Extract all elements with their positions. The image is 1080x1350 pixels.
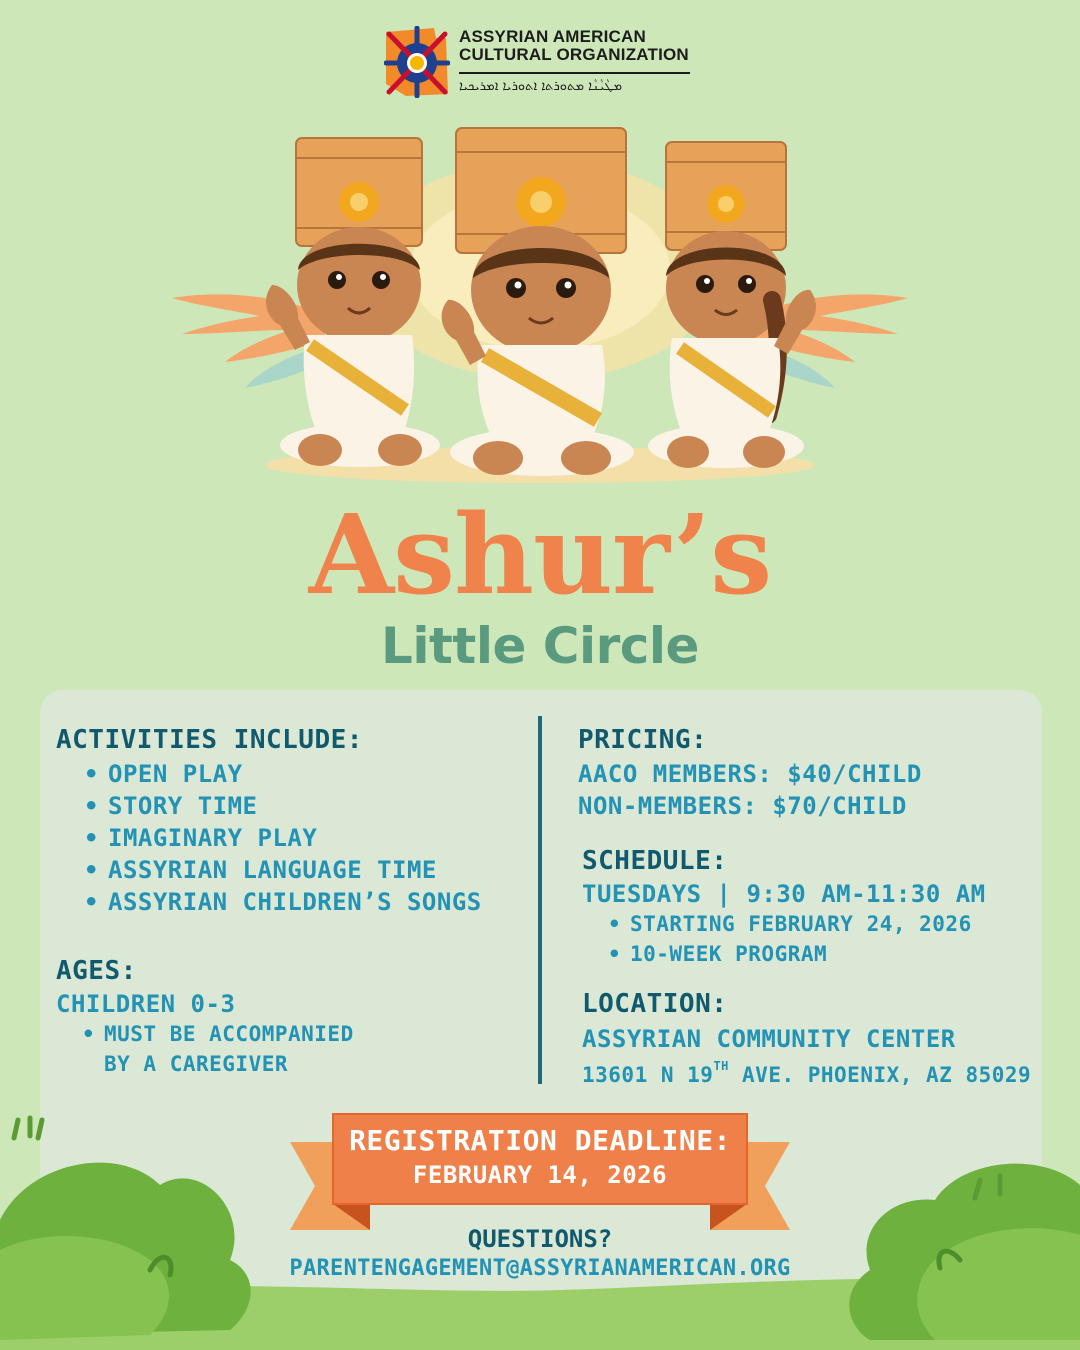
schedule-item: • 10-WEEK PROGRAM (606, 939, 972, 969)
child-right (648, 142, 816, 468)
activities-heading: ACTIVITIES INCLUDE: (56, 725, 363, 755)
assyrian-flag-logo-icon (384, 26, 450, 98)
activity-item: • ASSYRIAN CHILDREN’S SONGS (82, 886, 482, 918)
organization-logo (384, 20, 704, 104)
location-heading: LOCATION: (582, 989, 728, 1019)
activity-item: • STORY TIME (82, 790, 482, 822)
child-left (266, 138, 440, 467)
schedule-heading: SCHEDULE: (582, 846, 728, 876)
schedule-list (606, 909, 972, 969)
schedule-time: TUESDAYS | 9:30 AM-11:30 AM (582, 880, 986, 908)
activity-item: • IMAGINARY PLAY (82, 822, 482, 854)
pricing-non-members: NON-MEMBERS: $70/CHILD (578, 792, 907, 820)
ages-note-line2: BY A CAREGIVER (104, 1052, 289, 1076)
organization-name (459, 28, 689, 64)
questions-label: QUESTIONS? (467, 1225, 613, 1253)
activities-list (82, 758, 482, 918)
ages-heading: AGES: (56, 956, 137, 986)
logo-divider (459, 72, 690, 74)
registration-deadline-date: FEBRUARY 14, 2026 (412, 1161, 668, 1189)
activity-item: • OPEN PLAY (82, 758, 482, 790)
contact-email-link[interactable]: PARENTENGAGEMENT@ASSYRIANAMERICAN.ORG (289, 1256, 791, 1281)
location-address-end: AVE. PHOENIX, AZ 85029 (728, 1063, 1032, 1087)
registration-deadline-label: REGISTRATION DEADLINE: (349, 1124, 731, 1157)
ages-note-line1: • MUST BE ACCOMPANIED (80, 1019, 354, 1049)
pricing-heading: PRICING: (578, 725, 708, 755)
location-address-start: 13601 N 19 (582, 1063, 714, 1087)
location-address (582, 1055, 1031, 1090)
ages-value: CHILDREN 0-3 (56, 990, 236, 1018)
organization-name-line1: ASSYRIAN AMERICAN (459, 27, 646, 46)
schedule-item: • STARTING FEBRUARY 24, 2026 (606, 909, 972, 939)
location-address-sup: TH (713, 1059, 729, 1073)
info-card-divider (538, 716, 542, 1084)
location-name: ASSYRIAN COMMUNITY CENTER (582, 1025, 956, 1053)
ages-note (80, 1019, 354, 1049)
program-title: Ashur’s (308, 490, 772, 619)
organization-name-line2: CULTURAL ORGANIZATION (459, 45, 689, 64)
activity-item: • ASSYRIAN LANGUAGE TIME (82, 854, 482, 886)
organization-name-syriac: ܡܛܵܝܵܢܵܐ ܡܬܘܪܬܐ ܐܬܘܪܝܐ ܐܡܪܝܟܝܐ (459, 79, 623, 94)
pricing-members: AACO MEMBERS: $40/CHILD (578, 760, 922, 788)
winged-children-illustration (160, 120, 920, 490)
program-subtitle: Little Circle (381, 617, 699, 675)
